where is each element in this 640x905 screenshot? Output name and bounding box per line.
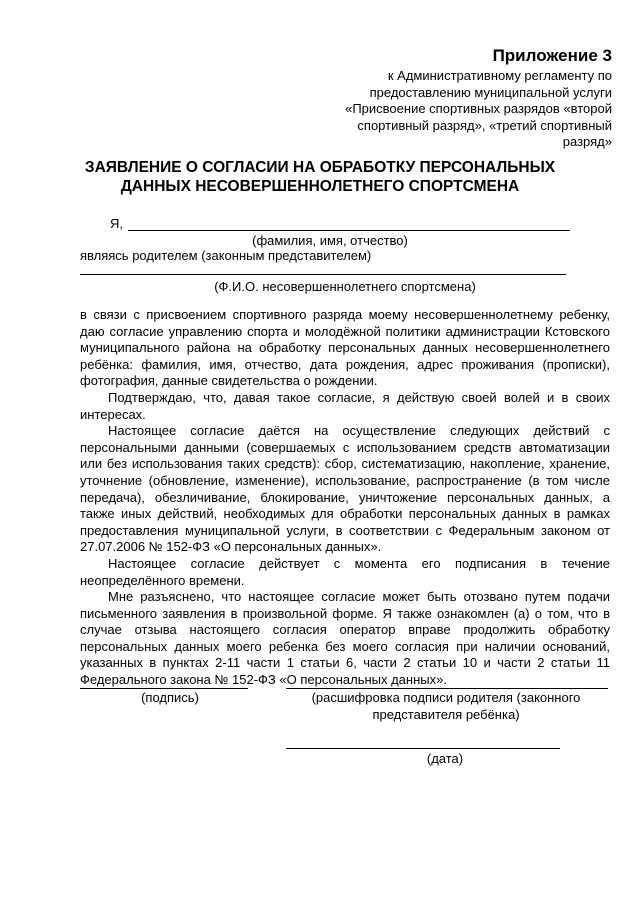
fio-input-line[interactable] <box>128 230 570 231</box>
parent-line: являясь родителем (законным представителем) <box>80 248 372 263</box>
paragraph-3: Настоящее согласие даётся на осуществление следующих действий с персональными данными (совершаемых с использованием средств автоматизации или без использования таких средств): сбор, систематизацию, накопление, хранение, уточнение (обновление, изменение), использование, распространение (в том числе передача), обезличивание, блокирование, уничтожение персональных данных, а также иных действий, необходимых для обработки персональных данных в рамках предоставления муниципальной услуги, в соответствии с Федеральным законом от 27.07.2006 № 152-ФЗ «О персональных данных». <box>80 423 610 555</box>
i-label: Я, <box>110 216 123 231</box>
document-title: ЗАЯВЛЕНИЕ О СОГЛАСИИ НА ОБРАБОТКУ ПЕРСОНАЛЬНЫХ ДАННЫХ НЕСОВЕРШЕННОЛЕТНЕГО СПОРТСМЕНА <box>84 159 556 195</box>
fio-caption: (фамилия, имя, отчество) <box>252 233 408 248</box>
date-line[interactable] <box>286 748 560 749</box>
signature-caption: (подпись) <box>141 690 199 705</box>
date-caption: (дата) <box>426 751 464 766</box>
paragraph-5: Мне разъяснено, что настоящее согласие может быть отозвано путем подачи письменного заявления в произвольной форме. Я также ознакомлен (а) о том, что в случае отзыва настоящего согласия оператор вправе продолжить обработку персональных данных моего ребенка без моего согласия при наличии оснований, указанных в пунктах 2-11 части 1 статьи 6, части 2 статьи 10 и части 2 статьи 11 Федерального закона № 152-ФЗ «О персональных данных». <box>80 589 610 688</box>
child-fio-input-line[interactable] <box>80 274 566 275</box>
paragraph-2: Подтверждаю, что, давая такое согласие, я действую своей волей и в своих интересах. <box>80 389 610 422</box>
decoding-caption: (расшифровка подписи родителя (законного представителя ребёнка) <box>311 690 581 722</box>
paragraph-1: в связи с присвоением спортивного разряда моему несовершеннолетнему ребенку, даю согласие управлению спорта и молодёжной политики администрации Кстовского муниципального района на обработку персональных данных несовершеннолетнего ребёнка: фамилия, имя, отчество, дата рождения, адрес проживания (прописки), фотография, данные свидетельства о рождении. <box>80 307 610 389</box>
paragraph-4: Настоящее согласие действует с момента его подписания в течение неопределённого времени. <box>80 555 610 588</box>
child-fio-caption: (Ф.И.О. несовершеннолетнего спортсмена) <box>214 279 476 294</box>
appendix-subtitle: к Административному регламенту по предоставлению муниципальной услуги «Присвоение спортивных разрядов «второй спортивный разряд», «третий спортивный разряд» <box>345 68 612 149</box>
appendix-title: Приложение 3 <box>492 46 612 65</box>
consent-body <box>80 307 610 689</box>
appendix-block <box>312 46 612 151</box>
